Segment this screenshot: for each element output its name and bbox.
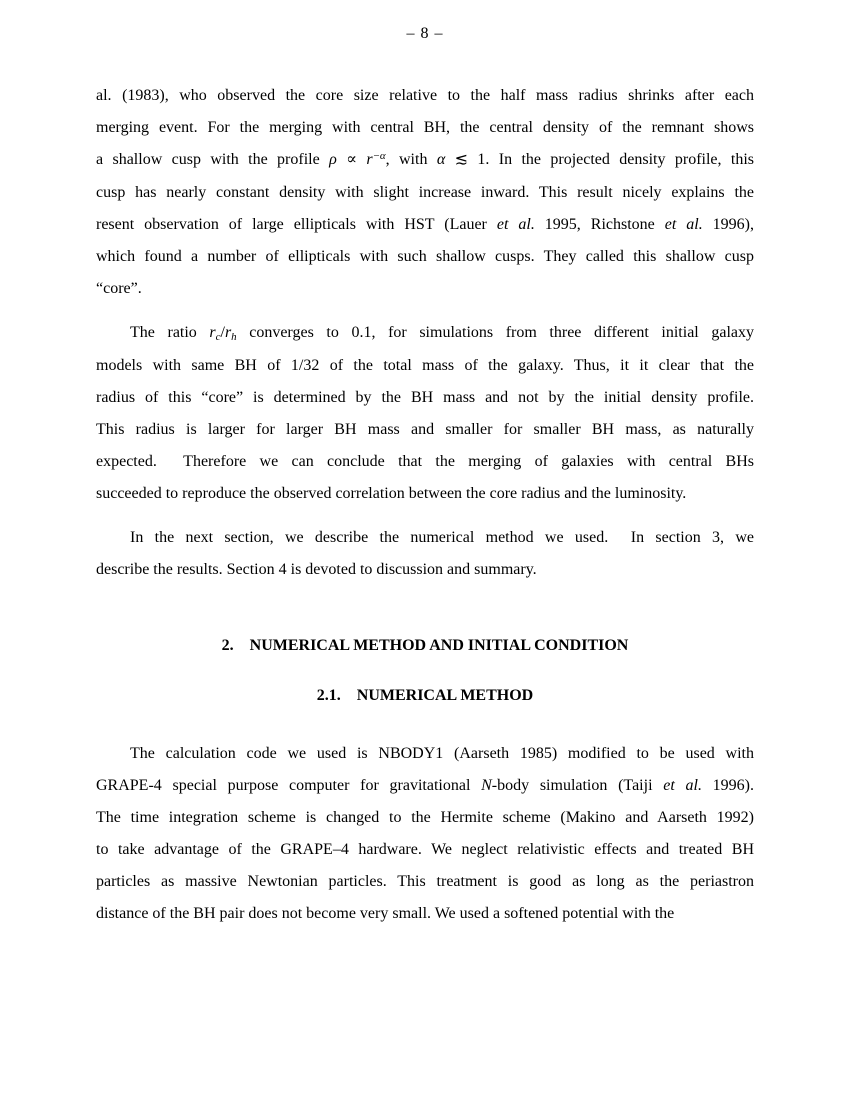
text-segment: 2. NUMERICAL METHOD AND INITIAL CONDITION bbox=[221, 637, 629, 654]
text-segment: et al. bbox=[496, 216, 535, 233]
text-segment: cusp has nearly constant density with slight increase inward. This result nicely explains the bbox=[96, 184, 754, 201]
text-segment: succeeded to reproduce the observed correlation between the core radius and the luminosity. bbox=[96, 485, 687, 502]
text-line bbox=[96, 770, 754, 802]
section-heading bbox=[96, 680, 754, 712]
text-segment: 1995, Richstone bbox=[534, 216, 665, 233]
paragraph bbox=[96, 317, 754, 510]
text-segment: models with same BH of 1/32 of the total mass of the galaxy. Thus, it it clear that the bbox=[96, 357, 754, 374]
text-segment: radius of this “core” is determined by the BH mass and not by the initial density profile. bbox=[96, 389, 754, 406]
text-line bbox=[96, 478, 754, 510]
text-segment: The ratio bbox=[130, 324, 210, 341]
text-line bbox=[96, 209, 754, 241]
paragraph bbox=[96, 738, 754, 930]
text-segment: c bbox=[215, 331, 221, 344]
text-segment: N bbox=[481, 777, 492, 794]
text-segment: / bbox=[220, 324, 225, 341]
text-line bbox=[96, 898, 754, 930]
text-line bbox=[96, 144, 754, 177]
section-heading bbox=[96, 630, 754, 662]
text-segment: In the next section, we describe the numerical method we used. In section 3, we bbox=[130, 529, 754, 546]
text-segment: particles as massive Newtonian particles. This treatment is good as long as the periastron bbox=[96, 873, 754, 890]
text-segment: describe the results. Section 4 is devoted to discussion and summary. bbox=[96, 561, 537, 578]
text-segment: et al. bbox=[663, 777, 702, 794]
text-segment: merging event. For the merging with central BH, the central density of the remnant shows bbox=[96, 119, 754, 136]
text-line bbox=[96, 630, 754, 662]
text-line bbox=[96, 80, 754, 112]
text-line bbox=[96, 350, 754, 382]
text-segment: ∝ bbox=[336, 151, 367, 168]
text-segment: et al. bbox=[664, 216, 703, 233]
text-segment: converges to 0.1, for simulations from three different initial galaxy bbox=[236, 324, 754, 341]
text-segment: −α bbox=[372, 149, 386, 162]
text-segment: r bbox=[224, 324, 232, 341]
text-line bbox=[96, 738, 754, 770]
text-line bbox=[96, 446, 754, 478]
text-segment: This radius is larger for larger BH mass and smaller for smaller BH mass, as naturally bbox=[96, 421, 754, 438]
text-line bbox=[96, 241, 754, 273]
text-segment: 1996). bbox=[701, 777, 755, 794]
text-line bbox=[96, 317, 754, 350]
paragraph bbox=[96, 80, 754, 305]
text-segment: to take advantage of the GRAPE–4 hardware. We neglect relativistic effects and treated BH bbox=[96, 841, 754, 858]
paragraph bbox=[96, 522, 754, 586]
text-segment: “core”. bbox=[96, 280, 142, 297]
text-line bbox=[96, 414, 754, 446]
text-segment: , with bbox=[385, 151, 437, 168]
text-segment: r bbox=[209, 324, 216, 341]
text-line bbox=[96, 522, 754, 554]
text-segment: which found a number of ellipticals with such shallow cusps. They called this shallow cusp bbox=[96, 248, 754, 265]
text-line bbox=[96, 177, 754, 209]
text-segment: h bbox=[231, 331, 237, 344]
text-line bbox=[96, 802, 754, 834]
page-content bbox=[96, 80, 754, 930]
text-segment: a shallow cusp with the profile bbox=[96, 151, 330, 168]
text-segment: The calculation code we used is NBODY1 (Aarseth 1985) modified to be used with bbox=[130, 745, 754, 762]
text-line bbox=[96, 273, 754, 305]
page-number: – 8 – bbox=[406, 25, 444, 42]
text-segment: distance of the BH pair does not become very small. We used a softened potential with the bbox=[96, 905, 675, 922]
text-segment: resent observation of large ellipticals with HST (Lauer bbox=[96, 216, 497, 233]
text-segment: -body simulation (Taiji bbox=[491, 777, 664, 794]
text-segment: r bbox=[366, 151, 373, 168]
text-segment: al. (1983), who observed the core size relative to the half mass radius shrinks after each bbox=[96, 87, 754, 104]
text-line bbox=[96, 866, 754, 898]
text-line bbox=[96, 680, 754, 712]
text-segment: 1996), bbox=[702, 216, 755, 233]
text-line bbox=[96, 112, 754, 144]
text-segment: ρ bbox=[329, 151, 337, 168]
text-segment: α bbox=[436, 151, 446, 168]
text-segment: expected. Therefore we can conclude that the merging of galaxies with central BHs bbox=[96, 453, 754, 470]
text-segment: GRAPE-4 special purpose computer for gravitational bbox=[96, 777, 482, 794]
text-line bbox=[96, 834, 754, 866]
text-segment: ≲ 1. In the projected density profile, this bbox=[445, 151, 755, 168]
text-segment: The time integration scheme is changed to the Hermite scheme (Makino and Aarseth 1992) bbox=[96, 809, 754, 826]
text-line bbox=[96, 554, 754, 586]
text-segment: 2.1. NUMERICAL METHOD bbox=[316, 687, 534, 704]
text-line bbox=[96, 382, 754, 414]
